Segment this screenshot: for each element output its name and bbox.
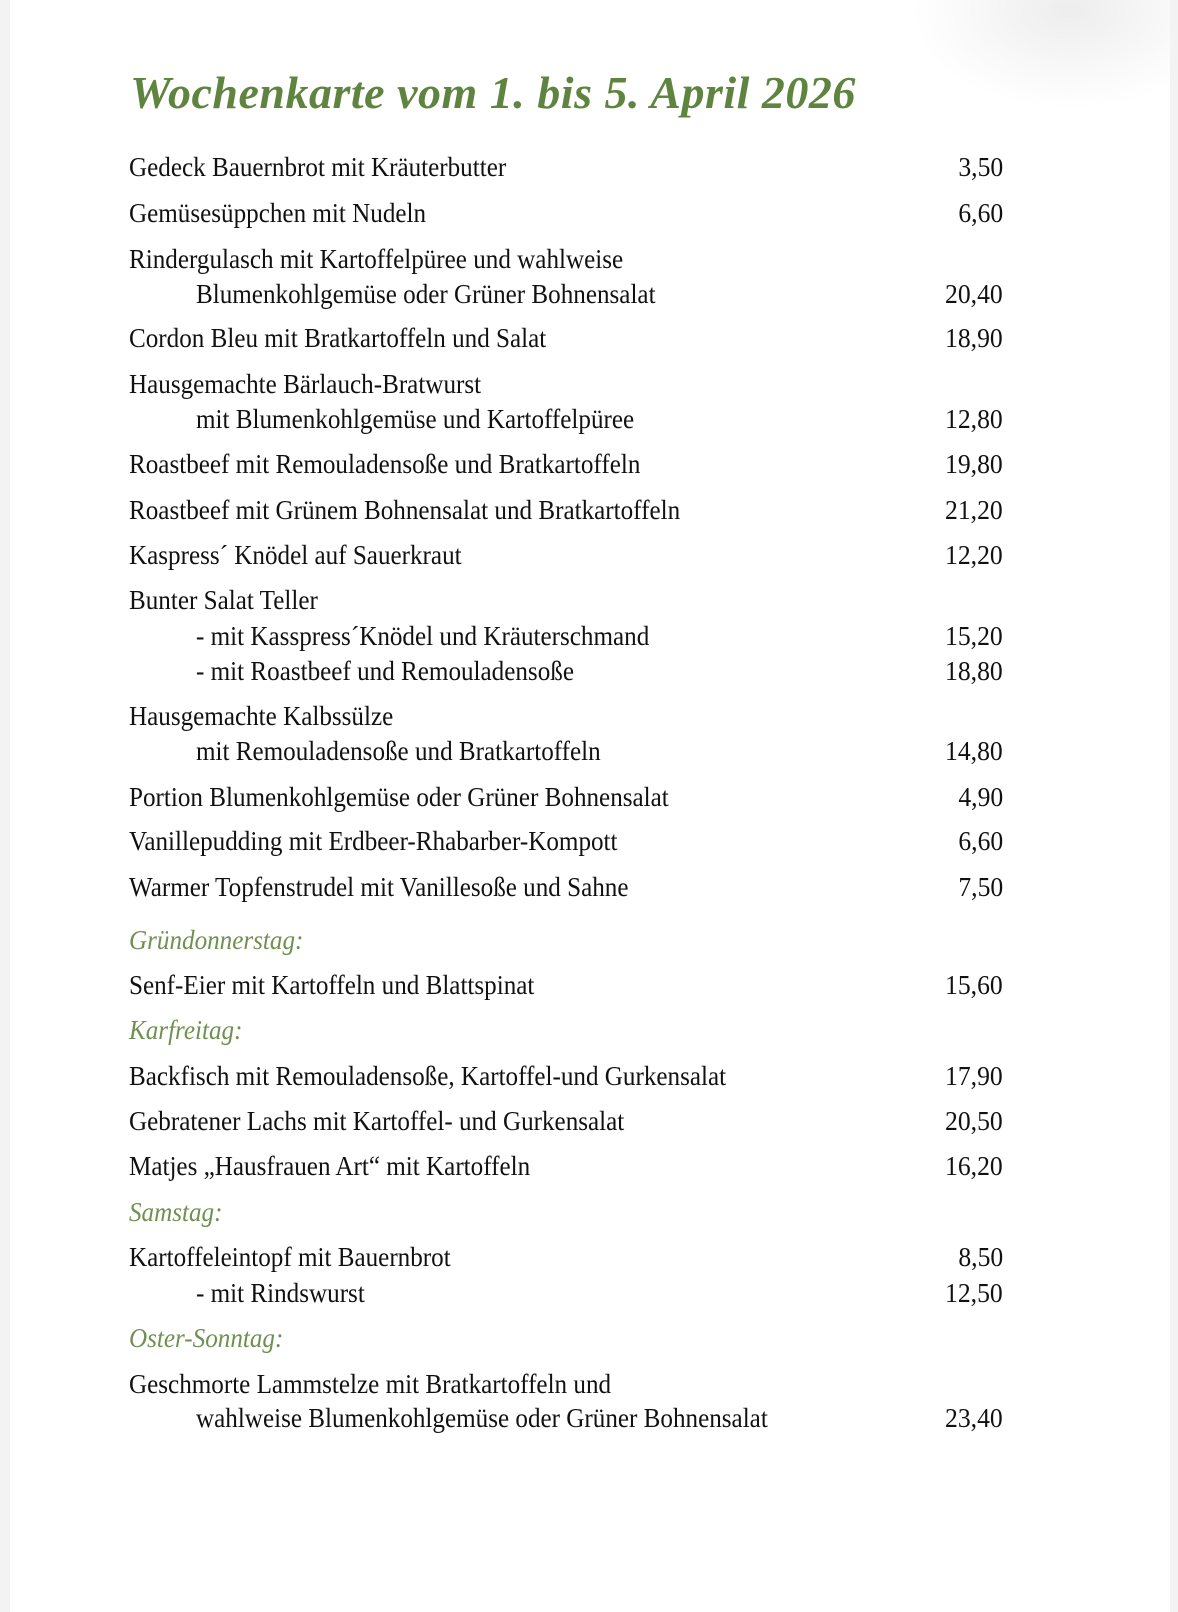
- menu-item-option: [10, 619, 1170, 653]
- menu-item: [10, 367, 1170, 401]
- menu-item: [10, 780, 1170, 814]
- item-price: 18,80: [945, 656, 1003, 686]
- item-label: Hausgemachte Kalbssülze: [129, 701, 394, 731]
- item-price: 4,90: [958, 782, 1003, 812]
- menu-item-option: [10, 1276, 1170, 1310]
- item-price: 17,90: [945, 1061, 1003, 1091]
- item-price: 20,40: [945, 279, 1003, 309]
- item-label: Blumenkohlgemüse oder Grüner Bohnensalat: [196, 279, 656, 309]
- item-label: - mit Rindswurst: [196, 1278, 365, 1308]
- item-price: 3,50: [958, 152, 1003, 182]
- item-label: Vanillepudding mit Erdbeer-Rhabarber-Kompott: [129, 826, 618, 856]
- menu-item-continuation: [10, 734, 1170, 768]
- item-price: 18,90: [945, 323, 1003, 353]
- item-price: 23,40: [945, 1403, 1003, 1433]
- item-label: Kaspress´ Knödel auf Sauerkraut: [129, 540, 462, 570]
- menu-item: [10, 538, 1170, 572]
- item-price: 20,50: [945, 1106, 1003, 1136]
- item-label: wahlweise Blumenkohlgemüse oder Grüner Bohnensalat: [196, 1403, 768, 1433]
- item-label: Backfisch mit Remouladensoße, Kartoffel-und Gurkensalat: [129, 1061, 727, 1091]
- item-price: 21,20: [945, 495, 1003, 525]
- item-label: mit Remouladensoße und Bratkartoffeln: [196, 736, 601, 766]
- menu-item: [10, 447, 1170, 481]
- item-label: Kartoffeleintopf mit Bauernbrot: [129, 1242, 451, 1272]
- item-label: Gedeck Bauernbrot mit Kräuterbutter: [129, 152, 507, 182]
- item-price: 6,60: [958, 826, 1003, 856]
- item-label: Gebratener Lachs mit Kartoffel- und Gurkensalat: [129, 1106, 625, 1136]
- item-price: 14,80: [945, 736, 1003, 766]
- menu-item: [10, 1367, 1170, 1401]
- item-label: Warmer Topfenstrudel mit Vanillesoße und Sahne: [129, 872, 629, 902]
- menu-item: [10, 583, 1170, 617]
- menu-item: [10, 150, 1170, 184]
- menu-item: [10, 870, 1170, 904]
- item-price: 7,50: [958, 872, 1003, 902]
- item-label: - mit Roastbeef und Remouladensoße: [196, 656, 574, 686]
- item-label: Portion Blumenkohlgemüse oder Grüner Bohnensalat: [129, 782, 669, 812]
- item-price: 16,20: [945, 1151, 1003, 1181]
- item-label: Geschmorte Lammstelze mit Bratkartoffeln und: [129, 1369, 612, 1399]
- day-heading-oster-sonntag: Oster-Sonntag:: [129, 1323, 284, 1353]
- item-label: Gemüsesüppchen mit Nudeln: [129, 198, 427, 228]
- item-label: Senf-Eier mit Kartoffeln und Blattspinat: [129, 970, 535, 1000]
- day-heading-gruendonnerstag: Gründonnerstag:: [129, 925, 304, 955]
- menu-item-option: [10, 654, 1170, 688]
- menu-item: [10, 1240, 1170, 1274]
- item-label: Hausgemachte Bärlauch-Bratwurst: [129, 369, 482, 399]
- menu-page: [10, 0, 1170, 1612]
- menu-item: [10, 968, 1170, 1002]
- menu-item: [10, 196, 1170, 230]
- menu-item: [10, 699, 1170, 733]
- item-label: mit Blumenkohlgemüse und Kartoffelpüree: [196, 404, 635, 434]
- page-shadow: [910, 0, 1170, 110]
- day-heading-samstag: Samstag:: [129, 1197, 223, 1227]
- menu-item-continuation: [10, 402, 1170, 436]
- menu-item: [10, 1059, 1170, 1093]
- item-label: Bunter Salat Teller: [129, 585, 318, 615]
- menu-item: [10, 242, 1170, 276]
- menu-item: [10, 1149, 1170, 1183]
- item-price: 15,60: [945, 970, 1003, 1000]
- menu-item: [10, 824, 1170, 858]
- menu-item-continuation: [10, 277, 1170, 311]
- item-label: Roastbeef mit Grünem Bohnensalat und Bratkartoffeln: [129, 495, 681, 525]
- menu-item: [10, 321, 1170, 355]
- item-label: - mit Kasspress´Knödel und Kräuterschmand: [196, 621, 650, 651]
- menu-item-continuation: [10, 1401, 1170, 1435]
- item-price: 12,20: [945, 540, 1003, 570]
- item-price: 12,80: [945, 404, 1003, 434]
- item-label: Cordon Bleu mit Bratkartoffeln und Salat: [129, 323, 547, 353]
- day-heading-karfreitag: Karfreitag:: [129, 1015, 243, 1045]
- item-price: 19,80: [945, 449, 1003, 479]
- item-price: 12,50: [945, 1278, 1003, 1308]
- item-label: Rindergulasch mit Kartoffelpüree und wahlweise: [129, 244, 624, 274]
- item-label: Matjes „Hausfrauen Art“ mit Kartoffeln: [129, 1151, 531, 1181]
- item-price: 15,20: [945, 621, 1003, 651]
- menu-title: Wochenkarte vom 1. bis 5. April 2026: [130, 67, 856, 118]
- menu-item: [10, 1104, 1170, 1138]
- menu-item: [10, 493, 1170, 527]
- item-label: Roastbeef mit Remouladensoße und Bratkartoffeln: [129, 449, 641, 479]
- item-price: 6,60: [958, 198, 1003, 228]
- item-price: 8,50: [958, 1242, 1003, 1272]
